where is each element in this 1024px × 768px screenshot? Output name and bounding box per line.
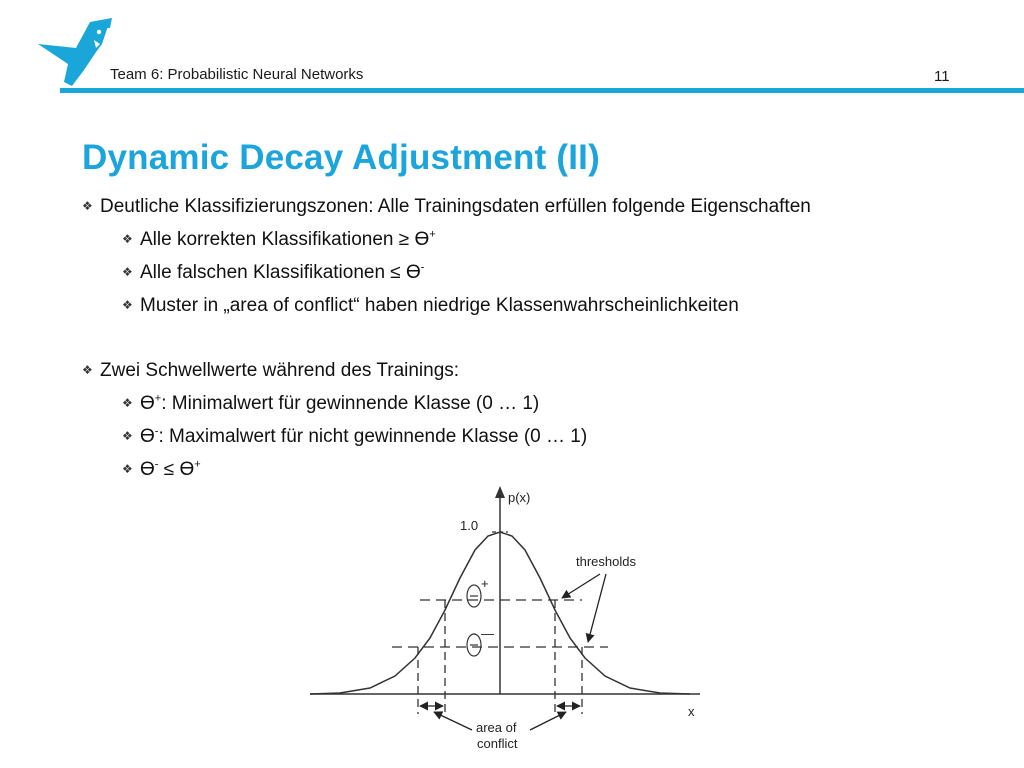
thresholds-label: thresholds — [576, 554, 636, 569]
y-axis-label: p(x) — [508, 490, 531, 505]
bird-logo-icon — [36, 18, 116, 90]
header-team-label: Team 6: Probabilistic Neural Networks — [110, 66, 364, 83]
bullet-theta-relation: ❖ ϴ- ≤ ϴ+ — [122, 458, 201, 480]
diamond-bullet-icon: ❖ — [122, 298, 133, 312]
bullet-classification-zones: ❖ Deutliche Klassifizierungszonen: Alle Trainingsdaten erfüllen folgende Eigenschaften — [82, 196, 811, 217]
bullet-area-of-conflict: ❖ Muster in „area of conflict“ haben niedrige Klassenwahrscheinlichkeiten — [122, 295, 739, 316]
diamond-bullet-icon: ❖ — [122, 462, 133, 476]
diamond-bullet-icon: ❖ — [82, 363, 93, 377]
slide-title: Dynamic Decay Adjustment (II) — [82, 138, 600, 177]
theta-minus-sup: — — [481, 626, 494, 641]
bullet-two-thresholds: ❖ Zwei Schwellwerte während des Trainings: — [82, 360, 460, 381]
peak-label: 1.0 — [460, 518, 479, 533]
conflict-pointer-right — [530, 712, 566, 730]
page-number: 11 — [934, 68, 950, 85]
conflict-pointer-left — [434, 712, 472, 730]
bullet-correct-classifications: ❖ Alle korrekten Klassifikationen ≥ ϴ+ — [122, 228, 436, 250]
diamond-bullet-icon: ❖ — [122, 429, 133, 443]
header-rule — [60, 88, 1024, 93]
bullet-theta-plus: ❖ ϴ+: Minimalwert für gewinnende Klasse (0 … 1) — [122, 392, 540, 414]
diamond-bullet-icon: ❖ — [122, 396, 133, 410]
bullet-theta-minus: ❖ ϴ-: Maximalwert für nicht gewinnende Klasse (0 … 1) — [122, 425, 588, 447]
diamond-bullet-icon: ❖ — [122, 265, 133, 279]
thresholds-arrow-upper — [562, 574, 600, 598]
diamond-bullet-icon: ❖ — [82, 199, 93, 213]
theta-plus-sup: + — [481, 576, 489, 591]
bullet-false-classifications: ❖ Alle falschen Klassifikationen ≤ ϴ- — [122, 261, 425, 283]
conflict-label-line1: area of — [476, 720, 517, 735]
conflict-label-line2: conflict — [477, 736, 518, 751]
gaussian-threshold-figure — [300, 482, 720, 768]
x-axis-label: x — [688, 704, 695, 719]
thresholds-arrow-lower — [588, 574, 606, 642]
y-axis-arrow — [495, 486, 505, 498]
diamond-bullet-icon: ❖ — [122, 232, 133, 246]
